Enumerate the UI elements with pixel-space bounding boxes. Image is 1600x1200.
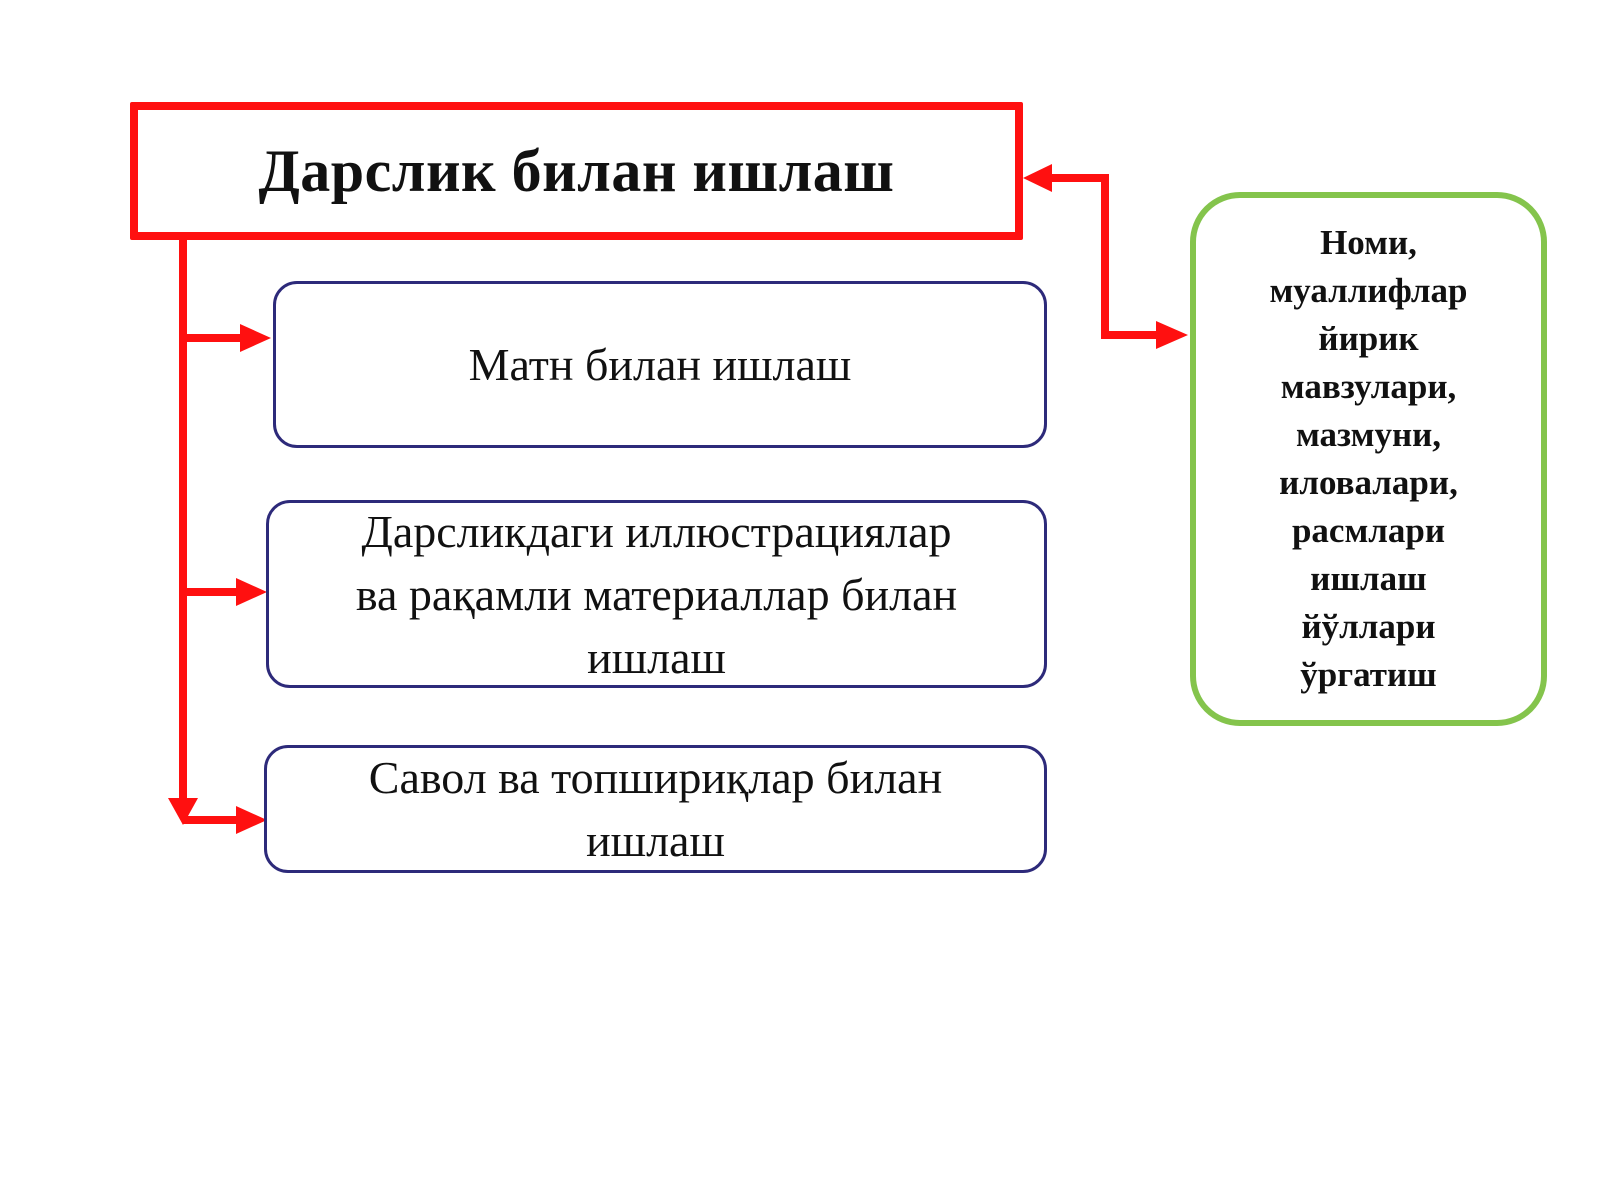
branch-box-text bbox=[273, 281, 1047, 448]
main-title-box bbox=[130, 102, 1023, 240]
side-connector-head-right bbox=[1156, 321, 1188, 349]
branch-label: Матн билан ишлаш bbox=[468, 339, 852, 390]
side-connector-line bbox=[1048, 178, 1160, 335]
side-note-text: Номи, муаллифлар йирик мавзулари, мазмуни, иловалари, расмлари ишлаш йўллари ўргатиш bbox=[1269, 223, 1468, 694]
main-title: Дарслик билан ишлаш bbox=[258, 137, 895, 204]
branch-box-questions bbox=[264, 745, 1047, 873]
side-connector-head-left bbox=[1023, 164, 1052, 192]
branch-arrow-3-head bbox=[236, 806, 267, 834]
branch-label: Савол ва топшириқлар билан ишлаш bbox=[368, 752, 943, 866]
side-note-box bbox=[1190, 192, 1547, 726]
branch-arrow-1-head bbox=[240, 324, 271, 352]
branch-label: Дарсликдаги иллюстрациялар ва рақамли материаллар билан ишлаш bbox=[355, 505, 958, 683]
branch-arrow-2-head bbox=[236, 578, 267, 606]
branch-box-illustrations bbox=[266, 500, 1047, 688]
